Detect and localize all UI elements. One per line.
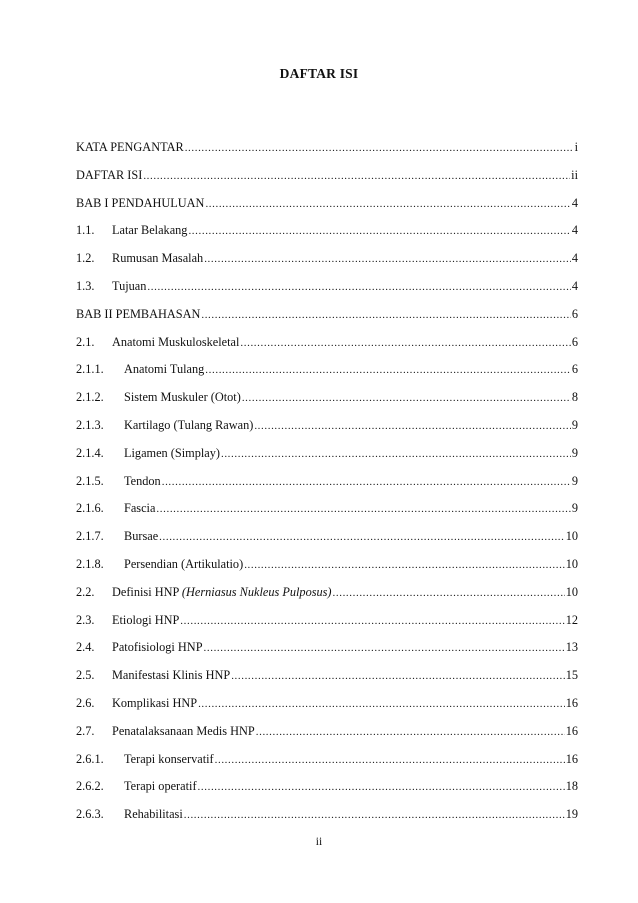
toc-entry-label — [76, 196, 204, 211]
toc-entry-label — [112, 335, 239, 350]
page-number: ii — [315, 836, 323, 848]
toc-entry[interactable] — [76, 613, 578, 641]
toc-entry[interactable] — [76, 696, 578, 724]
dot-leader — [221, 448, 571, 460]
toc-entry-label — [76, 307, 200, 322]
toc-entry-label — [112, 724, 255, 739]
toc-entry-label-text: Bursae — [124, 529, 159, 544]
toc-entry-number: 1.3. — [76, 278, 95, 293]
toc-entry-number: 2.5. — [76, 668, 95, 683]
toc-entry[interactable] — [76, 251, 578, 279]
dot-leader — [198, 781, 565, 793]
toc-entry-page: 15 — [565, 668, 578, 683]
toc-entry-label-text: KATA PENGANTAR — [76, 140, 184, 154]
dot-leader — [215, 754, 565, 766]
dot-leader — [333, 587, 565, 599]
toc-entry-label-text: Rumusan Masalah — [112, 251, 204, 266]
toc-entry-label-text: Komplikasi HNP — [112, 695, 198, 710]
toc-entry-label — [76, 168, 142, 183]
toc-entry-label — [124, 474, 161, 489]
toc-entry[interactable] — [76, 752, 578, 780]
toc-entry-label-text: Latar Belakang — [112, 223, 188, 238]
toc-entry-number: 2.1.1. — [76, 362, 104, 377]
toc-entry-label — [112, 223, 187, 238]
dot-leader — [205, 364, 571, 376]
toc-entry[interactable] — [76, 585, 578, 613]
toc-entry-page: 16 — [565, 751, 578, 766]
toc-entry-number: 2.1.4. — [76, 445, 104, 460]
dot-leader — [156, 503, 570, 515]
toc-entry-number: 2.6.2. — [76, 779, 104, 794]
toc-entry-page: 9 — [571, 445, 578, 460]
toc-entry-number: 2.6. — [76, 695, 95, 710]
toc-entry-label-text: DAFTAR ISI — [76, 167, 143, 182]
toc-entry-label — [112, 696, 197, 711]
toc-entry-label — [124, 807, 183, 822]
dot-leader — [184, 809, 565, 821]
dot-leader — [180, 615, 564, 627]
toc-entry-label-text: Tujuan — [112, 278, 147, 293]
toc-entry-page: 18 — [565, 779, 578, 794]
toc-entry-label-text: Terapi operatif — [124, 779, 197, 794]
toc-entry-label — [124, 390, 241, 405]
toc-entry-label-text: Persendian (Artikulatio) — [124, 556, 244, 571]
toc-entry-page: 6 — [571, 362, 578, 377]
toc-entry[interactable] — [76, 501, 578, 529]
toc-entry[interactable] — [76, 362, 578, 390]
toc-entry-number: 2.6.3. — [76, 807, 104, 822]
page-title: DAFTAR ISI — [279, 66, 359, 81]
dot-leader — [162, 476, 571, 488]
toc-entry-page: 4 — [571, 251, 578, 266]
toc-entry-label-text: Etiologi HNP — [112, 612, 180, 627]
toc-entry-label-text: Terapi konservatif — [124, 751, 214, 766]
dot-leader — [143, 170, 570, 182]
toc-entry-label — [112, 668, 230, 683]
toc-entry-number: 2.7. — [76, 723, 95, 738]
toc-entry-page: 4 — [571, 278, 578, 293]
dot-leader — [147, 281, 570, 293]
toc-entry-number: 2.1.8. — [76, 556, 104, 571]
toc-entry-page: 10 — [565, 584, 578, 599]
toc-entry-page: 13 — [565, 640, 578, 655]
toc-entry-label — [124, 557, 243, 572]
toc-entry-number: 2.1.7. — [76, 529, 104, 544]
toc-entry-page: 4 — [571, 195, 578, 210]
toc-entry-label-text: Definisi HNP — [112, 584, 182, 599]
toc-entry[interactable] — [76, 724, 578, 752]
dot-leader — [256, 726, 565, 738]
toc-entry-page: 9 — [571, 501, 578, 516]
toc-entry[interactable] — [76, 446, 578, 474]
dot-leader — [254, 420, 571, 432]
toc-entry[interactable] — [76, 557, 578, 585]
toc-entry-page: 12 — [565, 612, 578, 627]
toc-entry[interactable] — [76, 418, 578, 446]
toc-entry-label-text: Rehabilitasi — [124, 807, 183, 822]
toc-entry[interactable] — [76, 335, 578, 363]
toc-entry[interactable] — [76, 668, 578, 696]
toc-entry-label-text: Penatalaksanaan Medis HNP — [112, 723, 255, 738]
toc-entry-number: 2.3. — [76, 612, 95, 627]
toc-entry-label-text: BAB II PEMBAHASAN — [76, 306, 201, 321]
toc-entry-page: 16 — [565, 723, 578, 738]
toc-entry-number: 2.1. — [76, 334, 95, 349]
toc-entry-number: 2.4. — [76, 640, 95, 655]
toc-entry[interactable] — [76, 223, 578, 251]
toc-entry-page: i — [574, 140, 578, 154]
toc-entry-label-text: Kartilago (Tulang Rawan) — [124, 417, 254, 432]
toc-entry-label — [124, 752, 214, 767]
toc-entry-number: 2.2. — [76, 584, 95, 599]
toc-entry-label — [112, 279, 146, 294]
toc-entry-label-italic: (Herniasus Nukleus Pulposus) — [181, 584, 332, 599]
toc-entry[interactable] — [76, 640, 578, 668]
toc-entry-label-text: Patofisiologi HNP — [112, 640, 203, 655]
toc-entry-label — [124, 501, 155, 516]
toc-entry-label-text: Sistem Muskuler (Otot) — [124, 390, 241, 405]
toc-entry-label — [124, 529, 158, 544]
toc-entry[interactable] — [76, 779, 578, 807]
toc-entry[interactable] — [76, 168, 578, 196]
toc-entry-page: 9 — [571, 417, 578, 432]
toc-entry-label — [76, 140, 184, 155]
toc-entry-label — [124, 779, 197, 794]
toc-entry-page: 10 — [565, 556, 578, 571]
dot-leader — [188, 225, 570, 237]
toc-entry-label — [124, 446, 220, 461]
dot-leader — [204, 253, 571, 265]
toc-entry-number: 2.1.3. — [76, 417, 104, 432]
toc-entry-label — [112, 640, 203, 655]
toc-entry-number: 2.1.5. — [76, 473, 104, 488]
toc-entry-label-text: Anatomi Tulang — [124, 362, 205, 377]
toc-entry-page: 10 — [565, 529, 578, 544]
toc-entry-label — [124, 418, 253, 433]
dot-leader — [201, 309, 570, 321]
toc-entry-page: ii — [571, 167, 578, 182]
toc-entry-label-text: Anatomi Muskuloskeletal — [112, 334, 240, 349]
toc-entry-number: 2.6.1. — [76, 751, 104, 766]
toc-entry-page: 6 — [571, 334, 578, 349]
toc-entry[interactable] — [76, 474, 578, 502]
dot-leader — [244, 559, 565, 571]
toc-entry[interactable] — [76, 529, 578, 557]
table-of-contents — [76, 140, 578, 835]
toc-entry[interactable] — [76, 390, 578, 418]
dot-leader — [240, 337, 570, 349]
toc-entry-label-text: BAB I PENDAHULUAN — [76, 195, 205, 210]
dot-leader — [231, 670, 565, 682]
toc-entry-label-text: Tendon — [124, 473, 161, 488]
toc-entry-number: 2.1.2. — [76, 390, 104, 405]
dot-leader — [185, 142, 574, 154]
toc-entry-number: 2.1.6. — [76, 501, 104, 516]
toc-entry[interactable] — [76, 140, 578, 168]
dot-leader — [205, 198, 570, 210]
toc-entry-page: 8 — [571, 390, 578, 405]
toc-entry-page: 19 — [565, 807, 578, 822]
toc-entry-page: 16 — [565, 695, 578, 710]
dot-leader — [159, 531, 565, 543]
toc-entry-page: 4 — [571, 223, 578, 238]
toc-entry-number: 1.1. — [76, 223, 95, 238]
toc-entry[interactable] — [76, 307, 578, 335]
toc-entry-label — [124, 362, 204, 377]
dot-leader — [198, 698, 565, 710]
toc-entry[interactable] — [76, 807, 578, 835]
toc-entry[interactable] — [76, 196, 578, 224]
toc-entry-label-text: Ligamen (Simplay) — [124, 445, 220, 460]
dot-leader — [242, 392, 571, 404]
toc-entry[interactable] — [76, 279, 578, 307]
toc-entry-label — [112, 251, 203, 266]
toc-entry-number: 1.2. — [76, 251, 95, 266]
toc-entry-label-text: Fascia — [124, 501, 156, 516]
toc-entry-page: 9 — [571, 473, 578, 488]
toc-entry-page: 6 — [571, 306, 578, 321]
toc-entry-label — [112, 585, 332, 600]
toc-entry-label-text: Manifestasi Klinis HNP — [112, 668, 231, 683]
dot-leader — [204, 642, 565, 654]
toc-entry-label — [112, 613, 179, 628]
